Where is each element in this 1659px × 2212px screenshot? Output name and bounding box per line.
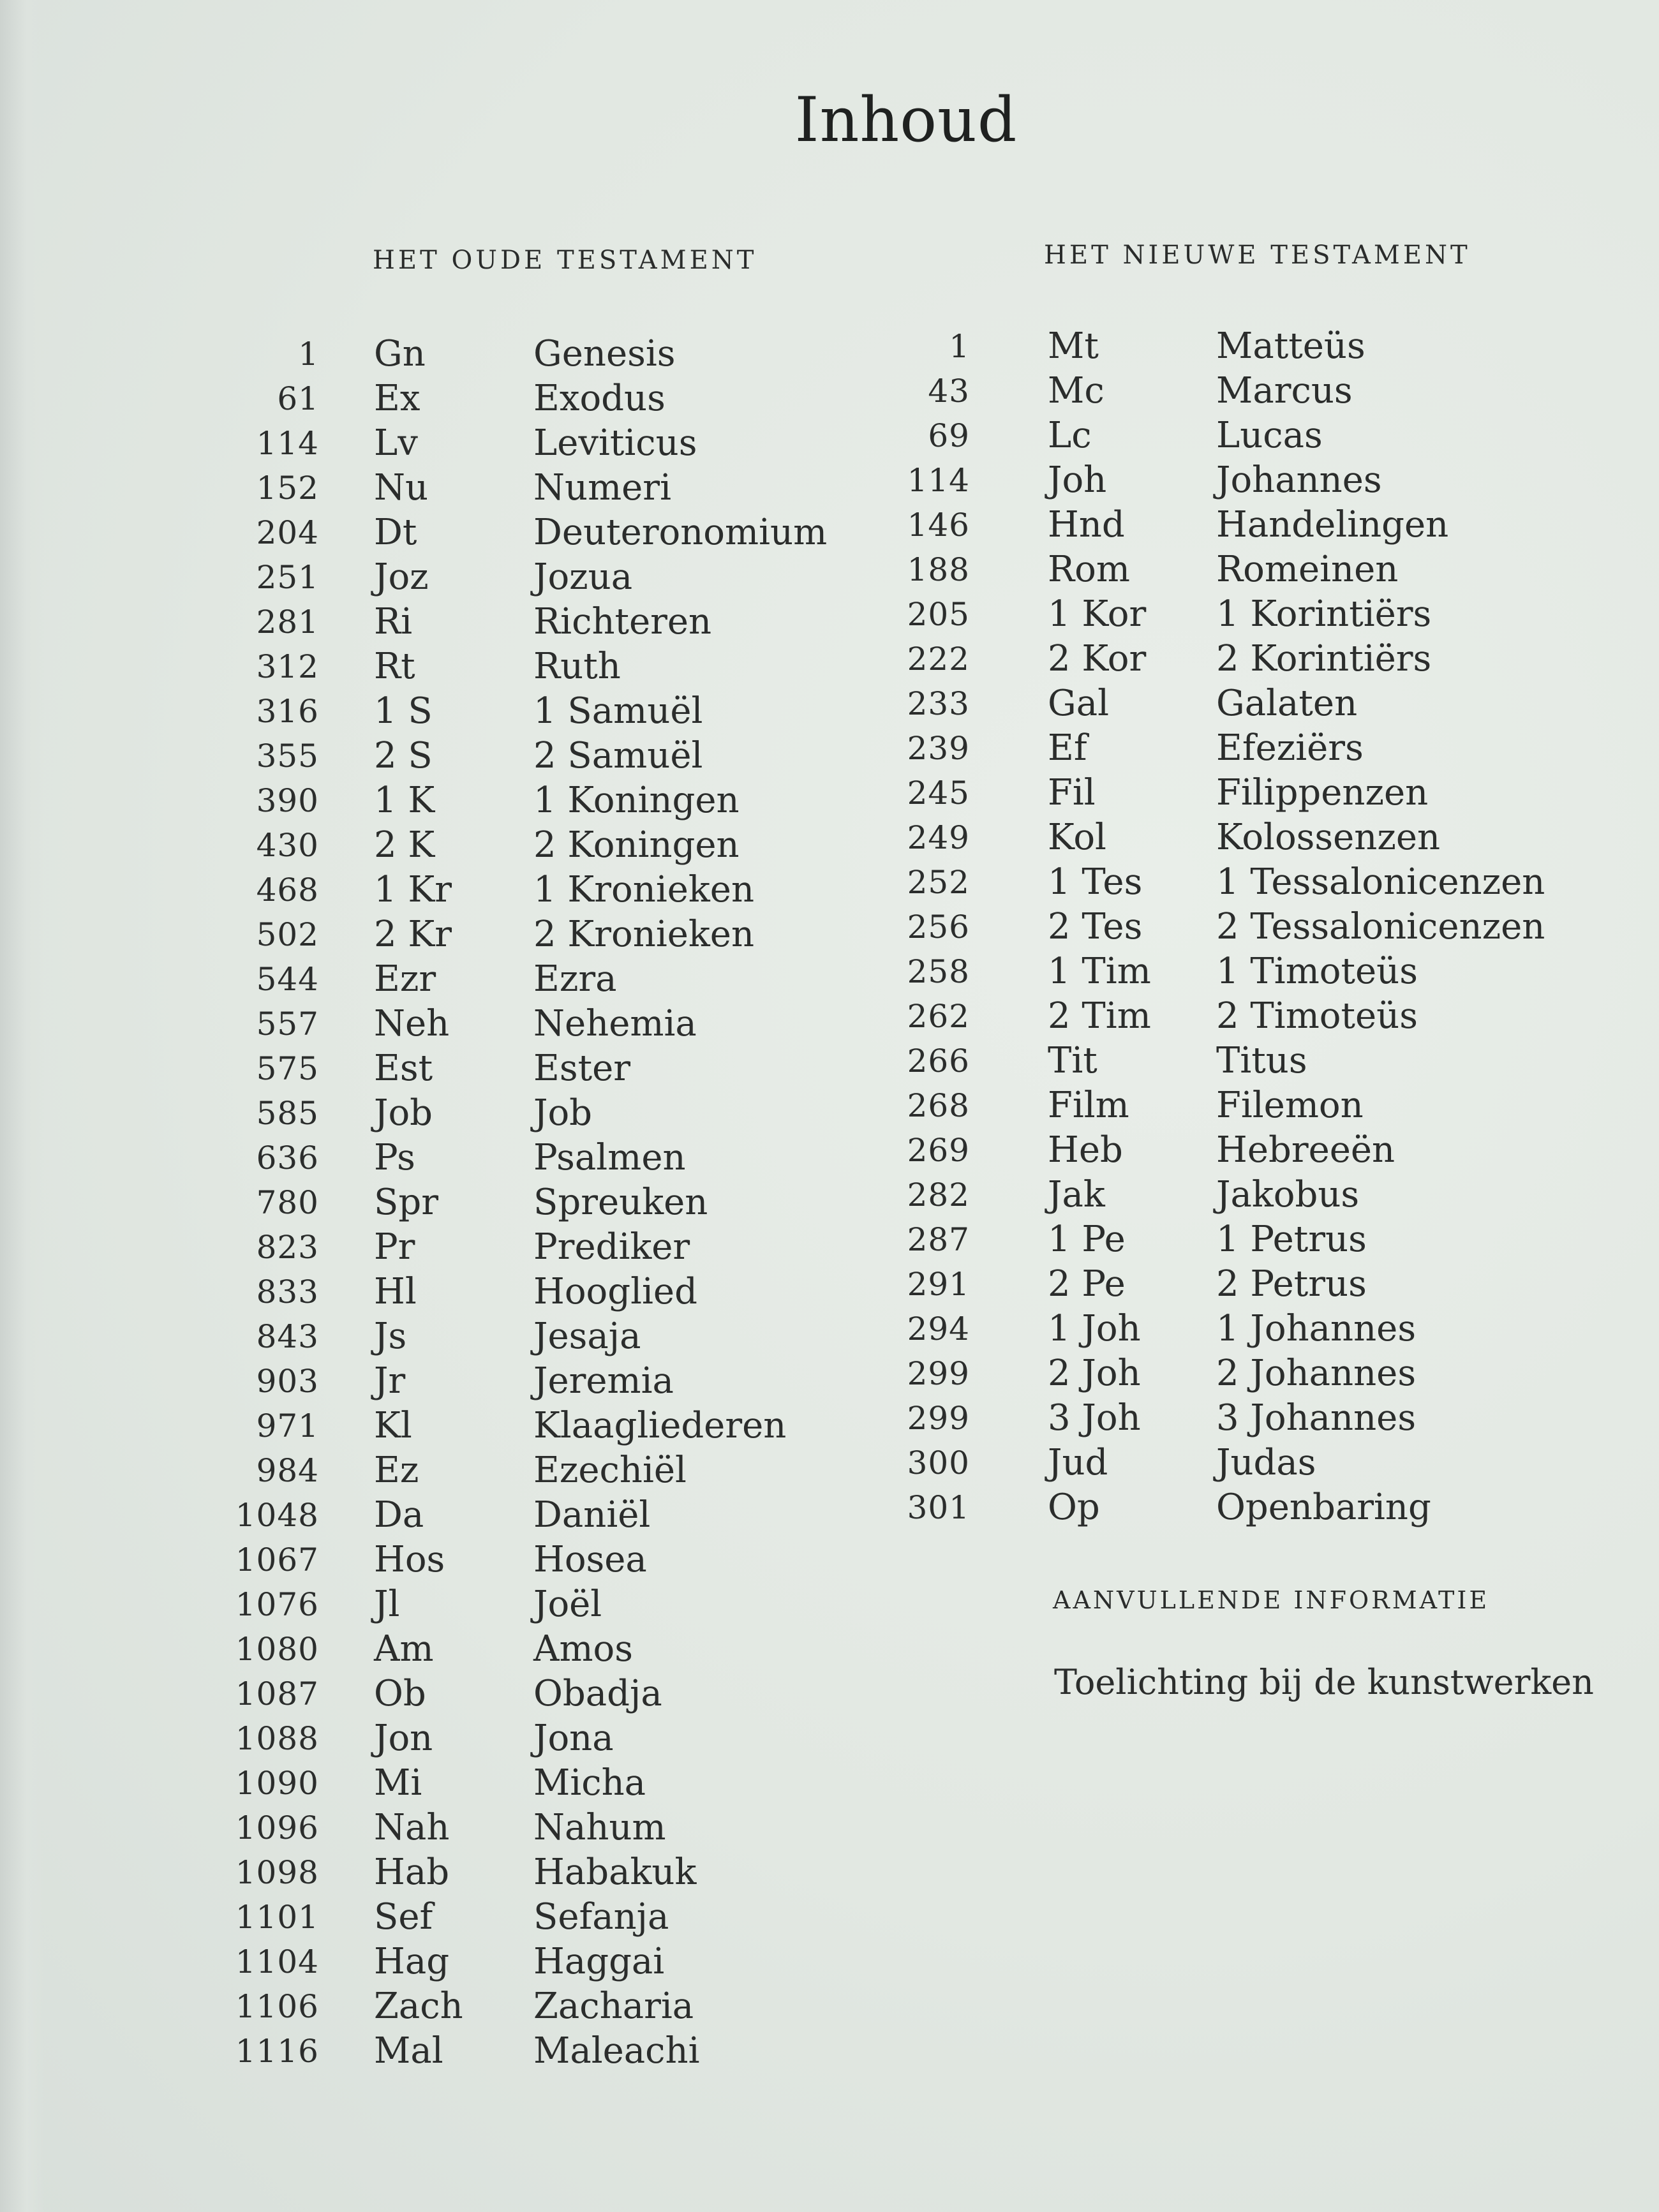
toc-page-number: 114 xyxy=(256,425,319,462)
toc-page-number: 823 xyxy=(256,1229,319,1266)
toc-book-abbreviation: 1 Joh xyxy=(1048,1308,1141,1349)
toc-book-abbreviation: Ef xyxy=(1048,727,1087,769)
toc-book-name: Galaten xyxy=(1216,683,1358,724)
toc-page-number: 252 xyxy=(907,864,970,901)
toc-book-abbreviation: Mi xyxy=(374,1762,422,1804)
new_testament-toc-entry xyxy=(849,458,1582,503)
toc-book-name: Hooglied xyxy=(533,1271,697,1312)
new_testament-toc-entry xyxy=(849,1173,1582,1217)
toc-book-abbreviation: 2 Tim xyxy=(1048,995,1151,1037)
new_testament-toc-entry xyxy=(849,905,1582,949)
toc-book-name: 2 Kronieken xyxy=(533,914,755,955)
toc-page-number: 222 xyxy=(907,641,970,678)
toc-page-number: 316 xyxy=(256,693,319,730)
toc-book-abbreviation: 2 K xyxy=(374,824,435,866)
toc-page-number: 249 xyxy=(907,819,970,856)
toc-page-number: 256 xyxy=(907,909,970,946)
toc-book-abbreviation: 1 Kor xyxy=(1048,593,1147,635)
toc-book-abbreviation: Tit xyxy=(1048,1040,1097,1081)
toc-book-abbreviation: Pr xyxy=(374,1226,415,1268)
additional-info-heading: AANVULLENDE INFORMATIE xyxy=(1053,1586,1490,1614)
old_testament-toc-entry xyxy=(191,1806,861,1850)
toc-page-number: 258 xyxy=(907,953,970,990)
toc-page-number: 1088 xyxy=(235,1720,319,1757)
toc-page-number: 636 xyxy=(256,1139,319,1177)
toc-book-name: Ezechiël xyxy=(533,1450,687,1491)
toc-book-abbreviation: Jl xyxy=(374,1584,400,1625)
new_testament-toc-entry xyxy=(849,771,1582,815)
new_testament-toc-entry xyxy=(849,1083,1582,1128)
new_testament-toc-entry xyxy=(849,413,1582,458)
toc-book-abbreviation: 2 Kr xyxy=(374,914,452,955)
toc-book-name: Sefanja xyxy=(533,1896,669,1938)
new_testament-toc-entry xyxy=(849,1396,1582,1441)
toc-page-number: 544 xyxy=(256,961,319,998)
old_testament-toc-entry xyxy=(191,1627,861,1672)
toc-book-abbreviation: 2 Kor xyxy=(1048,638,1147,679)
old_testament-toc-entry xyxy=(191,600,861,644)
toc-book-abbreviation: Sef xyxy=(374,1896,433,1938)
toc-book-name: Lucas xyxy=(1216,415,1323,456)
toc-book-name: Amos xyxy=(533,1628,633,1670)
toc-book-abbreviation: Nah xyxy=(374,1807,450,1848)
old_testament-toc-entry xyxy=(191,2029,861,2074)
toc-book-name: Johannes xyxy=(1216,459,1382,501)
new-testament-toc xyxy=(849,324,1582,1530)
old_testament-toc-entry xyxy=(191,1895,861,1940)
toc-page-number: 152 xyxy=(256,470,319,507)
toc-book-name: Richteren xyxy=(533,601,712,642)
new_testament-toc-entry xyxy=(849,1128,1582,1173)
toc-book-name: Prediker xyxy=(533,1226,690,1268)
toc-book-abbreviation: 1 Kr xyxy=(374,869,452,910)
toc-book-abbreviation: Zach xyxy=(374,1986,463,2027)
toc-book-abbreviation: Op xyxy=(1048,1487,1100,1528)
toc-book-name: Maleachi xyxy=(533,2030,700,2072)
toc-book-name: Kolossenzen xyxy=(1216,817,1441,858)
toc-book-abbreviation: 1 Tes xyxy=(1048,861,1143,903)
toc-book-name: 1 Korintiërs xyxy=(1216,593,1432,635)
toc-book-name: Jakobus xyxy=(1216,1174,1360,1215)
old_testament-toc-entry xyxy=(191,1448,861,1493)
toc-book-name: Obadja xyxy=(533,1673,662,1714)
toc-page-number: 502 xyxy=(256,916,319,953)
toc-page-number: 299 xyxy=(907,1355,970,1392)
old_testament-toc-entry xyxy=(191,421,861,466)
toc-book-name: Psalmen xyxy=(533,1137,686,1178)
toc-book-abbreviation: Est xyxy=(374,1048,433,1089)
toc-book-name: Jona xyxy=(533,1718,614,1759)
toc-book-name: Hosea xyxy=(533,1539,647,1580)
toc-book-abbreviation: Neh xyxy=(374,1003,450,1044)
toc-page-number: 251 xyxy=(256,559,319,596)
toc-page-number: 1116 xyxy=(235,2033,319,2070)
new_testament-toc-entry xyxy=(849,637,1582,681)
toc-book-abbreviation: Mc xyxy=(1048,370,1105,412)
toc-book-abbreviation: Jud xyxy=(1048,1442,1108,1483)
new-testament-heading: HET NIEUWE TESTAMENT xyxy=(1044,241,1471,270)
toc-book-abbreviation: 1 Pe xyxy=(1048,1219,1126,1260)
old_testament-toc-entry xyxy=(191,1136,861,1180)
toc-book-abbreviation: 1 Tim xyxy=(1048,951,1151,992)
toc-page-number: 204 xyxy=(256,514,319,551)
new_testament-toc-entry xyxy=(849,1039,1582,1083)
toc-book-abbreviation: Js xyxy=(374,1316,407,1357)
toc-book-abbreviation: Lv xyxy=(374,422,418,464)
toc-book-abbreviation: Joz xyxy=(374,556,429,598)
toc-book-abbreviation: Mal xyxy=(374,2030,443,2072)
toc-book-abbreviation: Jak xyxy=(1048,1174,1105,1215)
old_testament-toc-entry xyxy=(191,734,861,778)
toc-page-number: 61 xyxy=(277,380,319,417)
toc-page-number: 43 xyxy=(928,373,970,410)
toc-page-number: 430 xyxy=(256,827,319,864)
toc-book-name: Ester xyxy=(533,1048,631,1089)
toc-page-number: 266 xyxy=(907,1043,970,1080)
toc-book-abbreviation: Hag xyxy=(374,1941,450,1982)
toc-book-name: Jesaja xyxy=(533,1316,641,1357)
toc-page-number: 1080 xyxy=(235,1631,319,1668)
old_testament-toc-entry xyxy=(191,957,861,1002)
toc-page-number: 301 xyxy=(907,1489,970,1526)
old_testament-toc-entry xyxy=(191,1359,861,1404)
toc-book-abbreviation: Ri xyxy=(374,601,413,642)
toc-page-number: 294 xyxy=(907,1310,970,1347)
toc-book-abbreviation: Rom xyxy=(1048,549,1130,590)
toc-book-abbreviation: Fil xyxy=(1048,772,1096,813)
toc-book-abbreviation: 1 S xyxy=(374,690,433,732)
new_testament-toc-entry xyxy=(849,1441,1582,1485)
new_testament-toc-entry xyxy=(849,547,1582,592)
toc-book-name: Efeziërs xyxy=(1216,727,1364,769)
toc-page-number: 1048 xyxy=(235,1497,319,1534)
toc-book-name: Deuteronomium xyxy=(533,512,828,553)
new_testament-toc-entry xyxy=(849,949,1582,994)
toc-book-abbreviation: Am xyxy=(374,1628,434,1670)
toc-page-number: 575 xyxy=(256,1050,319,1087)
toc-page-number: 390 xyxy=(256,782,319,819)
old_testament-toc-entry xyxy=(191,376,861,421)
toc-book-name: 2 Petrus xyxy=(1216,1263,1367,1305)
toc-book-name: 2 Tessalonicenzen xyxy=(1216,906,1545,947)
old_testament-toc-entry xyxy=(191,1582,861,1627)
toc-page-number: 1067 xyxy=(235,1541,319,1578)
toc-book-name: Klaagliederen xyxy=(533,1405,787,1446)
toc-book-name: Handelingen xyxy=(1216,504,1449,546)
toc-book-abbreviation: Hos xyxy=(374,1539,445,1580)
toc-book-abbreviation: Gal xyxy=(1048,683,1110,724)
toc-page-number: 287 xyxy=(907,1221,970,1258)
new_testament-toc-entry xyxy=(849,1262,1582,1307)
old_testament-toc-entry xyxy=(191,1940,861,1984)
toc-book-abbreviation: Spr xyxy=(374,1182,438,1223)
toc-book-abbreviation: Jr xyxy=(374,1360,406,1402)
toc-book-abbreviation: Kl xyxy=(374,1405,412,1446)
toc-page-number: 1076 xyxy=(235,1586,319,1623)
toc-page-number: 1087 xyxy=(235,1675,319,1712)
old_testament-toc-entry xyxy=(191,510,861,555)
toc-book-abbreviation: Hab xyxy=(374,1852,450,1893)
old_testament-toc-entry xyxy=(191,1850,861,1895)
toc-book-name: Spreuken xyxy=(533,1182,708,1223)
old_testament-toc-entry xyxy=(191,1404,861,1448)
toc-book-name: Jeremia xyxy=(533,1360,674,1402)
new_testament-toc-entry xyxy=(849,592,1582,637)
old_testament-toc-entry xyxy=(191,1225,861,1270)
old_testament-toc-entry xyxy=(191,555,861,600)
new_testament-toc-entry xyxy=(849,681,1582,726)
new_testament-toc-entry xyxy=(849,815,1582,860)
toc-book-abbreviation: Gn xyxy=(374,333,426,375)
toc-book-name: Micha xyxy=(533,1762,646,1804)
toc-book-abbreviation: 2 Tes xyxy=(1048,906,1143,947)
toc-page-number: 1106 xyxy=(235,1988,319,2025)
toc-book-name: 2 Samuël xyxy=(533,735,703,776)
old_testament-toc-entry xyxy=(191,823,861,868)
new_testament-toc-entry xyxy=(849,1217,1582,1262)
toc-book-name: Daniël xyxy=(533,1494,651,1536)
old_testament-toc-entry xyxy=(191,1761,861,1806)
old_testament-toc-entry xyxy=(191,1046,861,1091)
old_testament-toc-entry xyxy=(191,332,861,376)
toc-page-number: 245 xyxy=(907,775,970,812)
toc-page-number: 205 xyxy=(907,596,970,633)
old_testament-toc-entry xyxy=(191,1672,861,1716)
toc-book-abbreviation: Hnd xyxy=(1048,504,1125,546)
new_testament-toc-entry xyxy=(849,369,1582,413)
toc-book-name: Zacharia xyxy=(533,1986,694,2027)
toc-book-name: 3 Johannes xyxy=(1216,1397,1417,1439)
toc-book-name: 1 Petrus xyxy=(1216,1219,1367,1260)
toc-book-abbreviation: Film xyxy=(1048,1085,1129,1126)
toc-book-name: Ezra xyxy=(533,958,617,1000)
toc-page-number: 585 xyxy=(256,1095,319,1132)
toc-book-abbreviation: Rt xyxy=(374,646,415,687)
toc-book-abbreviation: Nu xyxy=(374,467,429,508)
new_testament-toc-entry xyxy=(849,503,1582,547)
toc-book-name: Nehemia xyxy=(533,1003,697,1044)
old-testament-heading: HET OUDE TESTAMENT xyxy=(373,246,757,275)
toc-book-abbreviation: Jon xyxy=(374,1718,433,1759)
toc-page-number: 146 xyxy=(907,507,970,544)
toc-book-name: Hebreeën xyxy=(1216,1129,1395,1171)
toc-page-number: 69 xyxy=(928,417,970,454)
old_testament-toc-entry xyxy=(191,868,861,912)
toc-page-number: 262 xyxy=(907,998,970,1035)
toc-book-abbreviation: Heb xyxy=(1048,1129,1123,1171)
toc-book-abbreviation: Joh xyxy=(1048,459,1107,501)
old_testament-toc-entry xyxy=(191,778,861,823)
toc-book-name: Job xyxy=(533,1092,593,1134)
toc-book-name: Titus xyxy=(1216,1040,1307,1081)
old_testament-toc-entry xyxy=(191,1716,861,1761)
toc-book-name: Marcus xyxy=(1216,370,1353,412)
toc-book-abbreviation: 1 K xyxy=(374,780,435,821)
toc-book-abbreviation: Mt xyxy=(1048,325,1099,367)
toc-page-number: 903 xyxy=(256,1363,319,1400)
toc-page-number: 282 xyxy=(907,1177,970,1214)
toc-book-name: 1 Timoteüs xyxy=(1216,951,1418,992)
toc-page-number: 269 xyxy=(907,1132,970,1169)
toc-book-name: 1 Samuël xyxy=(533,690,703,732)
toc-page-number: 557 xyxy=(256,1006,319,1043)
toc-book-name: 2 Timoteüs xyxy=(1216,995,1418,1037)
old_testament-toc-entry xyxy=(191,1314,861,1359)
new_testament-toc-entry xyxy=(849,860,1582,905)
old_testament-toc-entry xyxy=(191,912,861,957)
toc-book-name: Filippenzen xyxy=(1216,772,1429,813)
old-testament-toc xyxy=(191,332,861,2074)
toc-book-name: Leviticus xyxy=(533,422,697,464)
old_testament-toc-entry xyxy=(191,1180,861,1225)
toc-book-name: Numeri xyxy=(533,467,671,508)
toc-book-abbreviation: Ps xyxy=(374,1137,415,1178)
toc-book-name: 1 Koningen xyxy=(533,780,740,821)
toc-page-number: 233 xyxy=(907,685,970,722)
toc-book-name: Judas xyxy=(1216,1442,1316,1483)
new_testament-toc-entry xyxy=(849,726,1582,771)
toc-page-number: 268 xyxy=(907,1087,970,1124)
old_testament-toc-entry xyxy=(191,1091,861,1136)
toc-book-name: Ruth xyxy=(533,646,621,687)
toc-page-number: 1090 xyxy=(235,1765,319,1802)
toc-page-number: 291 xyxy=(907,1266,970,1303)
toc-page-number: 780 xyxy=(256,1184,319,1221)
new_testament-toc-entry xyxy=(849,994,1582,1039)
toc-page-number: 1 xyxy=(949,328,970,365)
toc-page-number: 1096 xyxy=(235,1809,319,1846)
toc-page-number: 468 xyxy=(256,872,319,909)
toc-page-number: 300 xyxy=(907,1444,970,1481)
toc-page-number: 188 xyxy=(907,551,970,588)
toc-book-abbreviation: Lc xyxy=(1048,415,1092,456)
toc-book-abbreviation: Job xyxy=(374,1092,433,1134)
toc-page-number: 299 xyxy=(907,1400,970,1437)
toc-page-number: 833 xyxy=(256,1273,319,1310)
toc-book-abbreviation: Kol xyxy=(1048,817,1106,858)
toc-book-name: Filemon xyxy=(1216,1085,1364,1126)
toc-page-number: 239 xyxy=(907,730,970,767)
toc-book-name: 2 Koningen xyxy=(533,824,740,866)
toc-book-abbreviation: Dt xyxy=(374,512,417,553)
old_testament-toc-entry xyxy=(191,1002,861,1046)
old_testament-toc-entry xyxy=(191,466,861,510)
toc-book-name: Exodus xyxy=(533,378,666,419)
toc-book-abbreviation: Ex xyxy=(374,378,420,419)
toc-page-number: 355 xyxy=(256,738,319,775)
toc-book-name: 1 Johannes xyxy=(1216,1308,1417,1349)
new_testament-toc-entry xyxy=(849,1351,1582,1396)
toc-book-name: Jozua xyxy=(533,556,633,598)
toc-book-abbreviation: Hl xyxy=(374,1271,417,1312)
old_testament-toc-entry xyxy=(191,644,861,689)
toc-page-number: 312 xyxy=(256,648,319,685)
new_testament-toc-entry xyxy=(849,1307,1582,1351)
toc-book-name: Matteüs xyxy=(1216,325,1365,367)
toc-book-name: 2 Johannes xyxy=(1216,1353,1417,1394)
toc-book-name: Genesis xyxy=(533,333,676,375)
new_testament-toc-entry xyxy=(849,1485,1582,1530)
additional-info-item: Toelichting bij de kunstwerken xyxy=(1054,1662,1594,1702)
toc-book-name: Openbaring xyxy=(1216,1487,1431,1528)
toc-book-abbreviation: Ez xyxy=(374,1450,419,1491)
toc-book-abbreviation: 3 Joh xyxy=(1048,1397,1141,1439)
old_testament-toc-entry xyxy=(191,1538,861,1582)
toc-book-abbreviation: Ob xyxy=(374,1673,426,1714)
toc-book-name: Haggai xyxy=(533,1941,665,1982)
toc-book-name: 1 Kronieken xyxy=(533,869,755,910)
page-edge-shadow xyxy=(0,0,45,2212)
toc-book-name: Habakuk xyxy=(533,1852,697,1893)
toc-page-number: 1 xyxy=(298,336,319,373)
toc-page-number: 984 xyxy=(256,1452,319,1489)
toc-book-abbreviation: 2 S xyxy=(374,735,433,776)
toc-page-number: 1101 xyxy=(235,1899,319,1936)
toc-book-abbreviation: Da xyxy=(374,1494,424,1536)
toc-book-abbreviation: Ezr xyxy=(374,958,436,1000)
toc-book-name: Joël xyxy=(533,1584,602,1625)
toc-page-number: 843 xyxy=(256,1318,319,1355)
toc-book-name: 1 Tessalonicenzen xyxy=(1216,861,1545,903)
toc-page-number: 971 xyxy=(256,1407,319,1444)
new_testament-toc-entry xyxy=(849,324,1582,369)
toc-book-abbreviation: 2 Pe xyxy=(1048,1263,1126,1305)
toc-page-number: 114 xyxy=(907,462,970,499)
old_testament-toc-entry xyxy=(191,689,861,734)
toc-book-name: 2 Korintiërs xyxy=(1216,638,1432,679)
toc-book-name: Nahum xyxy=(533,1807,666,1848)
toc-page-number: 281 xyxy=(256,604,319,641)
toc-book-abbreviation: 2 Joh xyxy=(1048,1353,1141,1394)
page-title: Inhoud xyxy=(794,84,1018,156)
old_testament-toc-entry xyxy=(191,1493,861,1538)
old_testament-toc-entry xyxy=(191,1270,861,1314)
toc-book-name: Romeinen xyxy=(1216,549,1399,590)
old_testament-toc-entry xyxy=(191,1984,861,2029)
toc-page-number: 1098 xyxy=(235,1854,319,1891)
toc-page-number: 1104 xyxy=(235,1943,319,1980)
